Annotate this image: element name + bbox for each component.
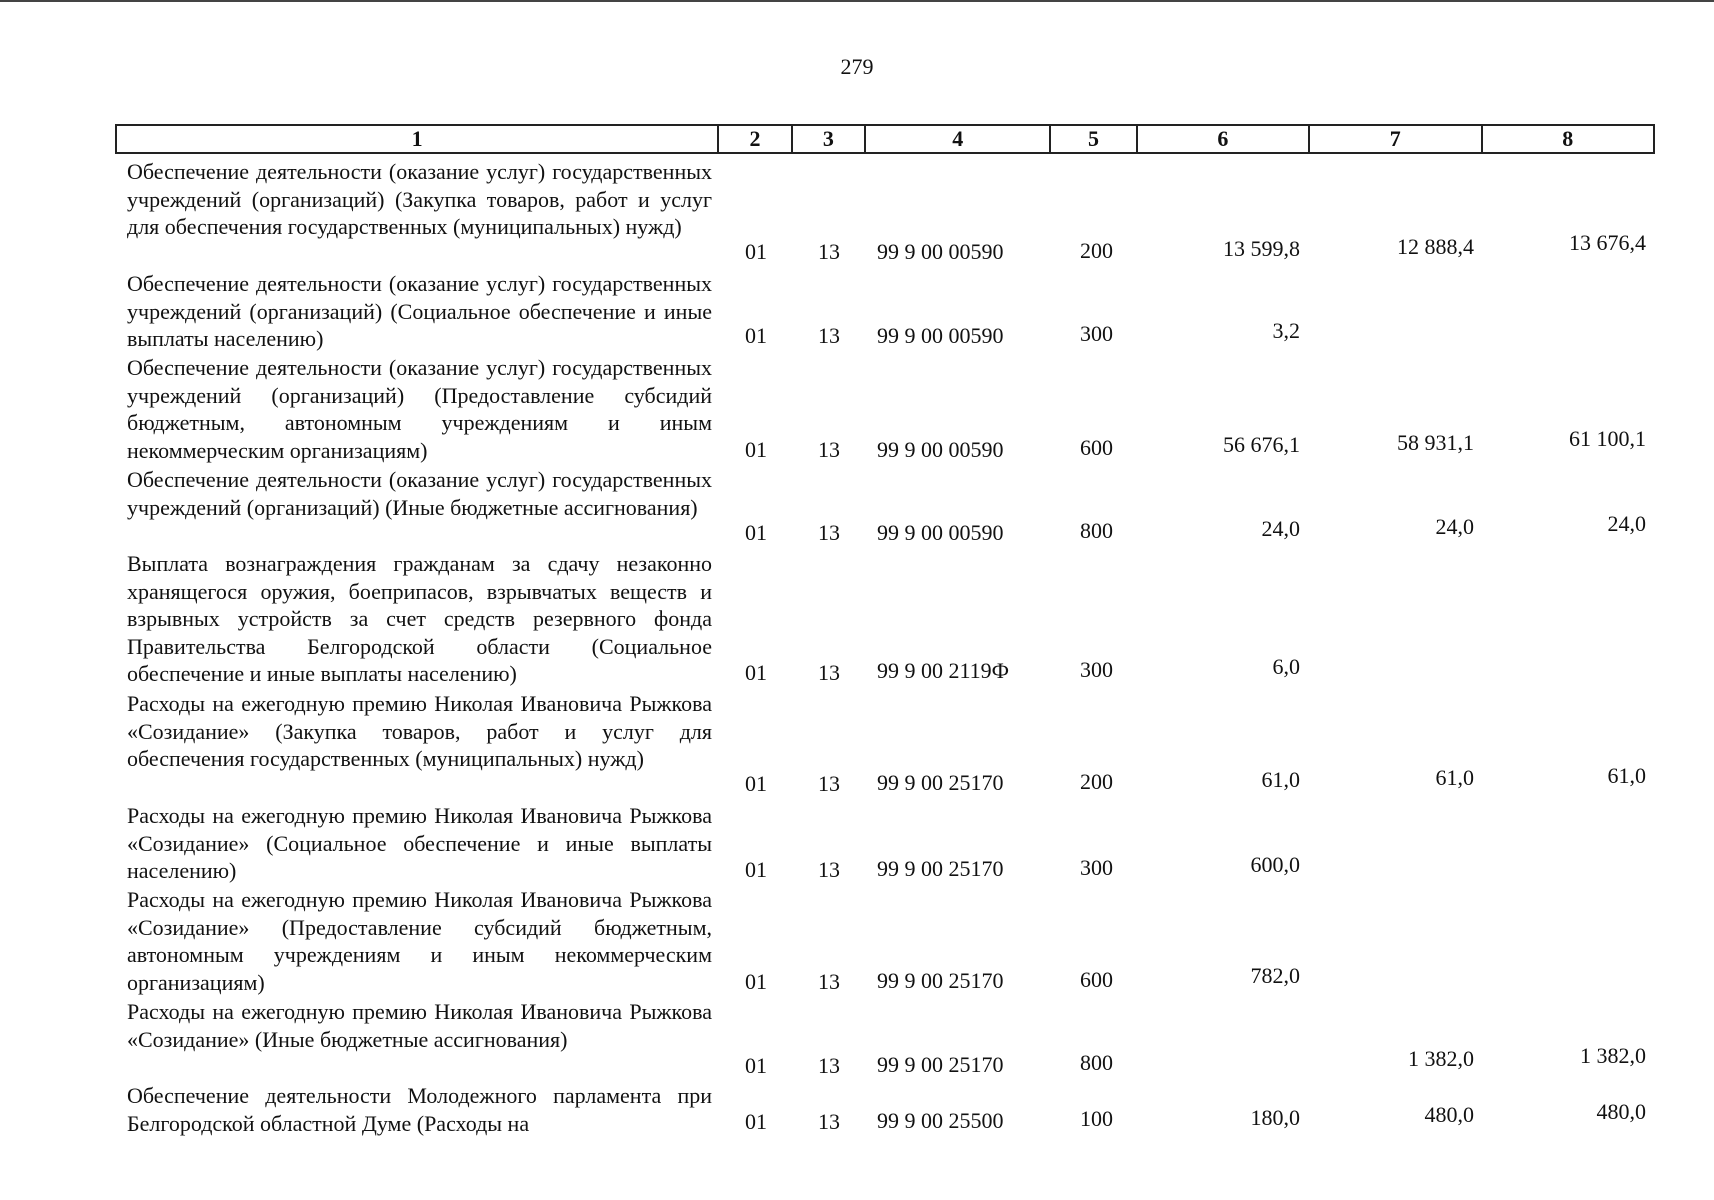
cell-target-article: 99 9 00 25170: [877, 968, 1004, 993]
cell-expense-type: 800: [1080, 1050, 1113, 1075]
row-description: Обеспечение деятельности (оказание услуг) государственных учреждений (организаций) (Социальное обеспечение и иные выплаты населению): [127, 271, 712, 352]
cell-amount-col7: 12 888,4: [1397, 234, 1474, 259]
cell-amount-col7: 58 931,1: [1397, 430, 1474, 455]
cell-amount-col8: 480,0: [1596, 1099, 1646, 1124]
cell-target-article: 99 9 00 25170: [877, 856, 1004, 881]
cell-expense-type: 300: [1080, 657, 1113, 682]
cell-section: 01: [745, 660, 767, 685]
cell-amount-col8: 24,0: [1607, 511, 1646, 536]
row-description: Расходы на ежегодную премию Николая Ивановича Рыжкова «Созидание» (Социальное обеспечение и иные выплаты населению): [127, 803, 712, 884]
cell-target-article: 99 9 00 25500: [877, 1108, 1004, 1133]
cell-amount-col6: 13 599,8: [1223, 236, 1300, 261]
cell-amount-col6: 600,0: [1250, 852, 1300, 877]
row-description: Расходы на ежегодную премию Николая Ивановича Рыжкова «Созидание» (Предоставление субсидий бюджетным, автономным учреждениям и иным некоммерческим организациям): [127, 887, 712, 995]
cell-expense-type: 200: [1080, 769, 1113, 794]
column-header-table: [115, 124, 1655, 154]
cell-expense-type: 300: [1080, 321, 1113, 346]
cell-subsection: 13: [818, 520, 840, 545]
cell-amount-col8: 61 100,1: [1569, 426, 1646, 451]
column-header-4: 4: [865, 125, 1050, 153]
cell-subsection: 13: [818, 1109, 840, 1134]
cell-section: 01: [745, 857, 767, 882]
column-header-2: 2: [718, 125, 791, 153]
row-description: Расходы на ежегодную премию Николая Ивановича Рыжкова «Созидание» (Закупка товаров, работ и услуг для обеспечения государственных (муниципальных) нужд): [127, 691, 712, 772]
cell-expense-type: 100: [1080, 1106, 1113, 1131]
cell-amount-col7: 1 382,0: [1408, 1046, 1474, 1071]
cell-section: 01: [745, 520, 767, 545]
cell-target-article: 99 9 00 25170: [877, 1052, 1004, 1077]
cell-section: 01: [745, 437, 767, 462]
column-header-1: 1: [116, 125, 718, 153]
cell-amount-col7: 480,0: [1424, 1102, 1474, 1127]
cell-amount-col8: 1 382,0: [1580, 1043, 1646, 1068]
cell-subsection: 13: [818, 239, 840, 264]
cell-subsection: 13: [818, 771, 840, 796]
column-header-row: [116, 125, 1654, 153]
row-description: Расходы на ежегодную премию Николая Ивановича Рыжкова «Созидание» (Иные бюджетные ассигнования): [127, 999, 712, 1052]
cell-subsection: 13: [818, 1053, 840, 1078]
row-description: Обеспечение деятельности (оказание услуг) государственных учреждений (организаций) (Закупка товаров, работ и услуг для обеспечения государственных (муниципальных) нужд): [127, 159, 712, 240]
cell-section: 01: [745, 1109, 767, 1134]
cell-amount-col8: 61,0: [1607, 763, 1646, 788]
cell-amount-col6: 3,2: [1272, 318, 1300, 343]
column-header-7: 7: [1309, 125, 1481, 153]
row-description: Обеспечение деятельности (оказание услуг) государственных учреждений (организаций) (Предоставление субсидий бюджетным, автономным учреждениям и иным некоммерческим организациям): [127, 355, 712, 463]
cell-expense-type: 800: [1080, 518, 1113, 543]
row-description: Обеспечение деятельности (оказание услуг) государственных учреждений (организаций) (Иные бюджетные ассигнования): [127, 467, 712, 520]
cell-section: 01: [745, 969, 767, 994]
cell-section: 01: [745, 239, 767, 264]
cell-amount-col6: 56 676,1: [1223, 432, 1300, 457]
cell-amount-col7: 61,0: [1435, 765, 1474, 790]
cell-target-article: 99 9 00 00590: [877, 437, 1004, 462]
column-header-6: 6: [1137, 125, 1309, 153]
cell-target-article: 99 9 00 2119Ф: [877, 658, 1010, 683]
cell-amount-col8: 13 676,4: [1569, 230, 1646, 255]
cell-amount-col6: 180,0: [1250, 1105, 1300, 1130]
cell-target-article: 99 9 00 00590: [877, 323, 1004, 348]
column-header-8: 8: [1482, 125, 1654, 153]
cell-amount-col6: 6,0: [1272, 654, 1300, 679]
cell-target-article: 99 9 00 25170: [877, 770, 1004, 795]
cell-section: 01: [745, 1053, 767, 1078]
cell-subsection: 13: [818, 660, 840, 685]
top-border-line: [0, 0, 1714, 2]
row-description: Выплата вознаграждения гражданам за сдачу незаконно хранящегося оружия, боеприпасов, взрывчатых веществ и взрывных устройств за счет средств резервного фонда Правительства Белгородской области (Социальное обеспечение и иные выплаты населению): [127, 551, 712, 687]
page-number: 279: [840, 54, 874, 79]
column-header-3: 3: [792, 125, 865, 153]
cell-subsection: 13: [818, 969, 840, 994]
cell-expense-type: 200: [1080, 238, 1113, 263]
cell-subsection: 13: [818, 857, 840, 882]
column-header-5: 5: [1050, 125, 1136, 153]
cell-amount-col6: 782,0: [1250, 963, 1300, 988]
cell-amount-col6: 24,0: [1261, 516, 1300, 541]
cell-subsection: 13: [818, 437, 840, 462]
cell-subsection: 13: [818, 323, 840, 348]
row-description: Обеспечение деятельности Молодежного парламента при Белгородской областной Думе (Расходы на: [127, 1083, 712, 1136]
cell-expense-type: 600: [1080, 435, 1113, 460]
cell-expense-type: 300: [1080, 855, 1113, 880]
cell-amount-col7: 24,0: [1435, 514, 1474, 539]
cell-amount-col6: 61,0: [1261, 767, 1300, 792]
cell-target-article: 99 9 00 00590: [877, 520, 1004, 545]
cell-section: 01: [745, 771, 767, 796]
cell-target-article: 99 9 00 00590: [877, 239, 1004, 264]
cell-section: 01: [745, 323, 767, 348]
cell-expense-type: 600: [1080, 967, 1113, 992]
